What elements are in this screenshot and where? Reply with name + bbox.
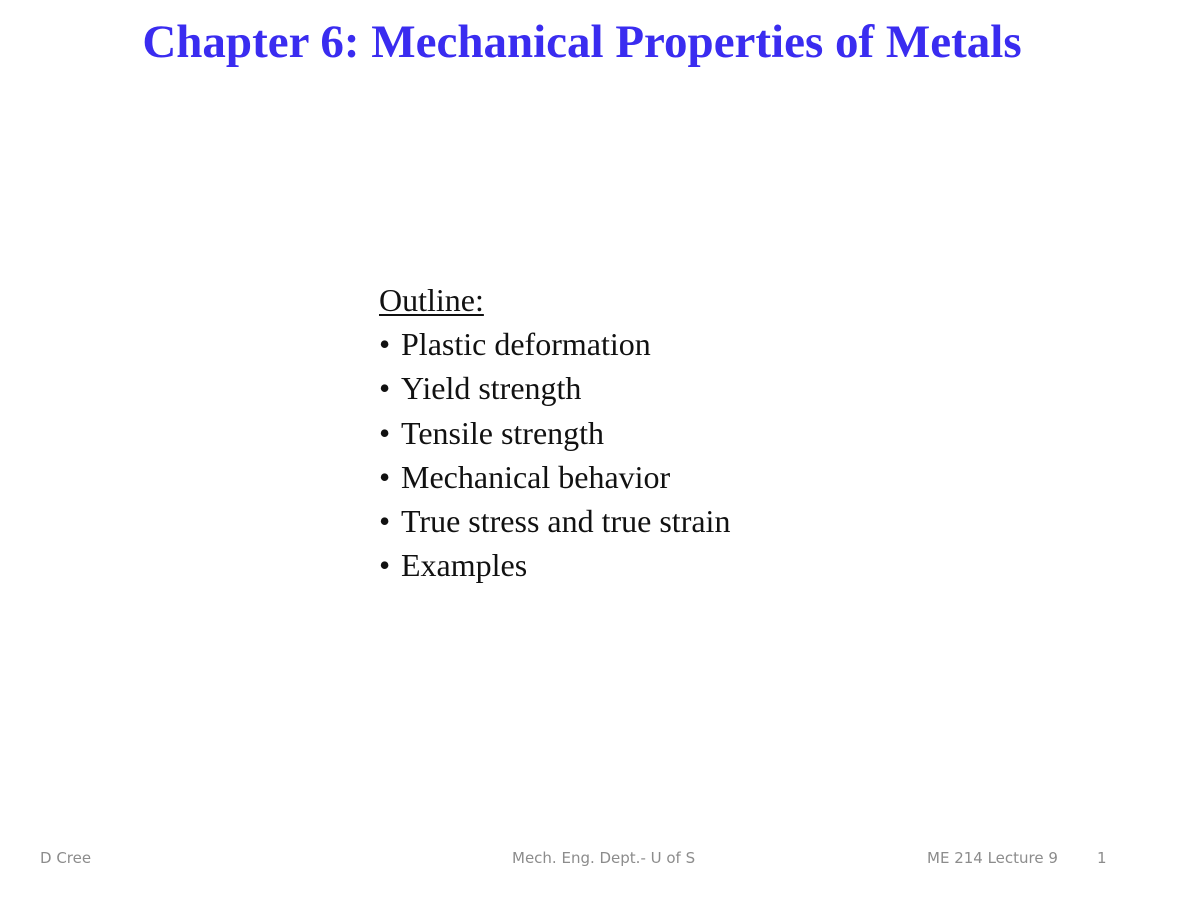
outline-heading: Outline:: [379, 282, 484, 318]
outline-list: [379, 322, 730, 587]
footer-author: D Cree: [40, 849, 92, 867]
footer-department: Mech. Eng. Dept.- U of S: [512, 849, 696, 867]
outline-item: [379, 411, 730, 455]
footer-lecture: ME 214 Lecture 9: [927, 849, 1058, 867]
outline-item: [379, 499, 730, 543]
bullet-icon: •: [379, 458, 391, 495]
bullet-icon: •: [379, 370, 391, 407]
footer-page-number: 1: [1097, 849, 1107, 867]
outline-item: [379, 366, 730, 410]
outline-item: [379, 455, 730, 499]
outline-block: [379, 278, 730, 587]
outline-item-text: Tensile strength: [401, 414, 605, 451]
outline-item-text: Mechanical behavior: [401, 458, 671, 495]
outline-item: [379, 543, 730, 587]
bullet-icon: •: [379, 414, 391, 451]
slide-title: Chapter 6: Mechanical Properties of Metals: [142, 16, 1022, 68]
outline-item-text: Examples: [401, 547, 528, 584]
bullet-icon: •: [379, 547, 391, 584]
bullet-icon: •: [379, 326, 391, 363]
outline-item-text: Yield strength: [401, 370, 582, 407]
bullet-icon: •: [379, 503, 391, 540]
outline-item: [379, 322, 730, 366]
outline-item-text: Plastic deformation: [401, 326, 651, 363]
outline-item-text: True stress and true strain: [401, 503, 731, 540]
